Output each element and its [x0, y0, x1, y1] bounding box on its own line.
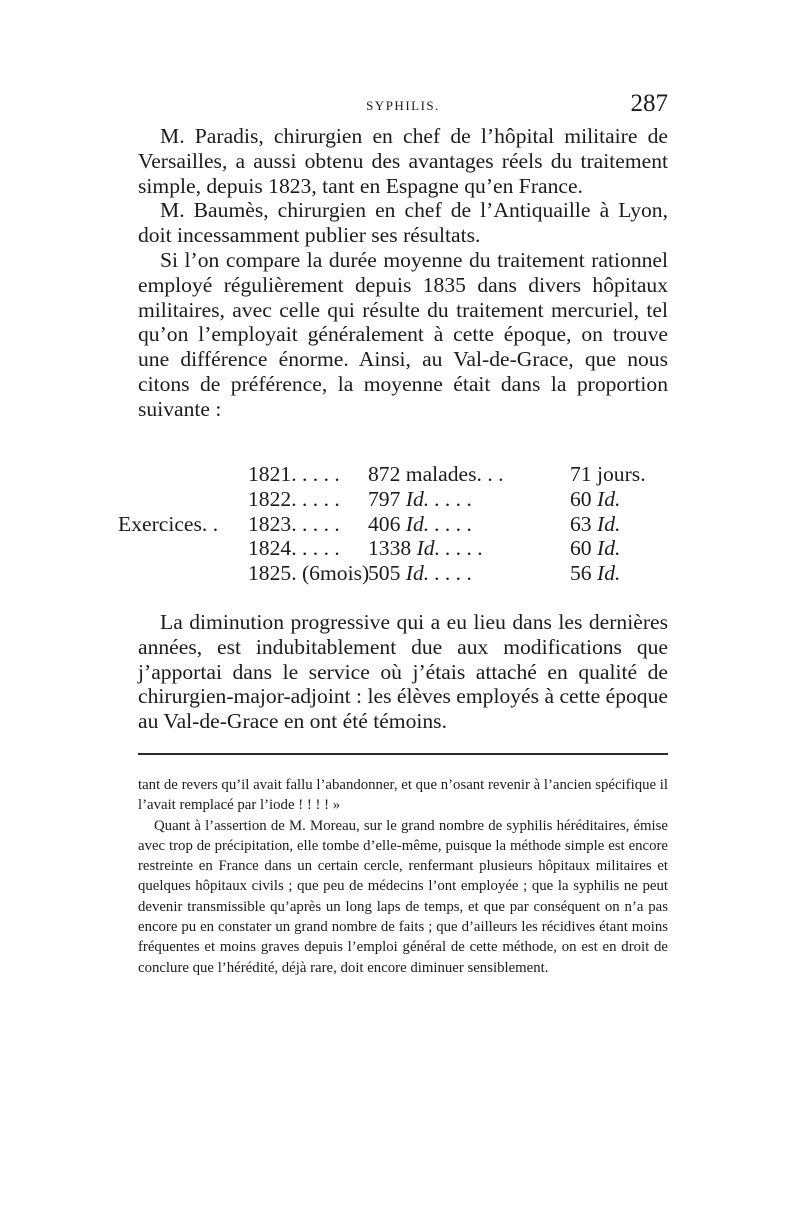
patients-number: 1338: [368, 536, 412, 561]
patients-cell: [368, 487, 472, 512]
footnote-paragraph: Quant à l’assertion de M. Moreau, sur le grand nombre de syphilis héréditaires, émise avec trop de précipitation, elle tombe d’elle-même, puisque la méthode simple est encore restreinte en France dans un certain cercle, renfermant plusieurs hôpitaux militaires et quelques hôpitaux civils ; que peu de médecins l’ont employée ; que la syphilis ne peut devenir transmissible qu’après un long laps de temps, et que par conséquent on n’a pas encore pu en constater un grand nombre de faits ; que d’ailleurs les récidives étant moins fréquentes et moins graves depuis l’emploi général de cette méthode, on est en droit de conclure que l’hérédité, déjà rare, doit encore diminuer sensiblement.: [138, 817, 668, 976]
table-row: [118, 487, 668, 512]
year-cell: 1823. . . . .: [248, 511, 340, 536]
patients-number: 406: [368, 511, 401, 536]
days-unit: jours.: [597, 462, 646, 486]
table-row: [118, 512, 668, 537]
paragraph-diminution: La diminution progressive qui a eu lieu dans les dernières années, est indubitablement due aux modifications que j’apportai dans le service où j’étais attaché en qualité de chirurgien-major-adjoint : les élèves employés à cette époque au Val-de-Grace en ont été témoins.: [138, 610, 668, 734]
days-cell: [570, 536, 620, 561]
treatment-duration-table: [118, 462, 668, 586]
footnote-rule: [138, 753, 668, 755]
patients-number: 505: [368, 561, 401, 586]
table-row: [118, 462, 668, 487]
patients-cell: [368, 536, 483, 561]
days-number: 63: [570, 511, 592, 536]
paragraph-paradis: M. Paradis, chirurgien en chef de l’hôpital militaire de Versailles, a aussi obtenu des avantages réels du traitement simple, depuis 1823, tant en Espagne qu’en France.: [138, 124, 668, 198]
year-cell: 1824. . . . .: [248, 536, 340, 561]
days-cell: [570, 462, 646, 487]
year-cell: 1821. . . . .: [248, 462, 340, 486]
days-unit: Id.: [597, 511, 621, 536]
running-head: [138, 90, 668, 120]
patients-unit: Id. . . . .: [405, 511, 473, 536]
patients-unit: Id. . . . .: [405, 561, 473, 586]
days-number: 56: [570, 561, 592, 586]
running-title: SYPHILIS.: [366, 98, 440, 113]
patients-cell: 872 malades. . .: [368, 462, 504, 486]
paragraph-comparison: Si l’on compare la durée moyenne du traitement rationnel employé régulièrement depuis 1835 dans divers hôpitaux militaires, avec celle qui résulte du traitement mercuriel, tel qu’on l’employait généralement à cette époque, on trouve une différence énorme. Ainsi, au Val-de-Grace, que nous citons de préférence, la moyenne était dans la proportion suivante :: [138, 247, 668, 421]
days-cell: [570, 561, 620, 586]
paragraph-baumes: M. Baumès, chirurgien en chef de l’Antiquaille à Lyon, doit incessamment publier ses résultats.: [138, 198, 668, 248]
days-unit: Id.: [597, 486, 621, 511]
patients-cell: [368, 512, 472, 537]
patients-unit: Id. . . . .: [416, 536, 484, 561]
days-unit: Id.: [597, 561, 621, 586]
patients-cell: [368, 561, 472, 586]
year-cell: 1822. . . . .: [248, 486, 340, 511]
table-row: [118, 536, 668, 561]
footnote-continuation: tant de revers qu’il avait fallu l’abandonner, et que n’osant revenir à l’ancien spécifique il l’avait remplacé par l’iode ! ! ! ! »: [138, 777, 668, 814]
days-cell: [570, 512, 620, 537]
days-unit: Id.: [597, 536, 621, 561]
patients-number: 797: [368, 486, 401, 511]
row-label: Exercices. .: [118, 511, 219, 536]
days-number: 60: [570, 486, 592, 511]
days-number: 71: [570, 462, 592, 486]
table-row: [118, 561, 668, 586]
page-number: 287: [630, 90, 668, 117]
footnote: [138, 775, 668, 978]
year-cell: 1825. (6mois): [248, 561, 370, 586]
days-cell: [570, 487, 620, 512]
patients-unit: Id. . . . .: [405, 486, 473, 511]
main-text: [138, 124, 668, 422]
closing-text: [138, 610, 668, 734]
days-number: 60: [570, 536, 592, 561]
